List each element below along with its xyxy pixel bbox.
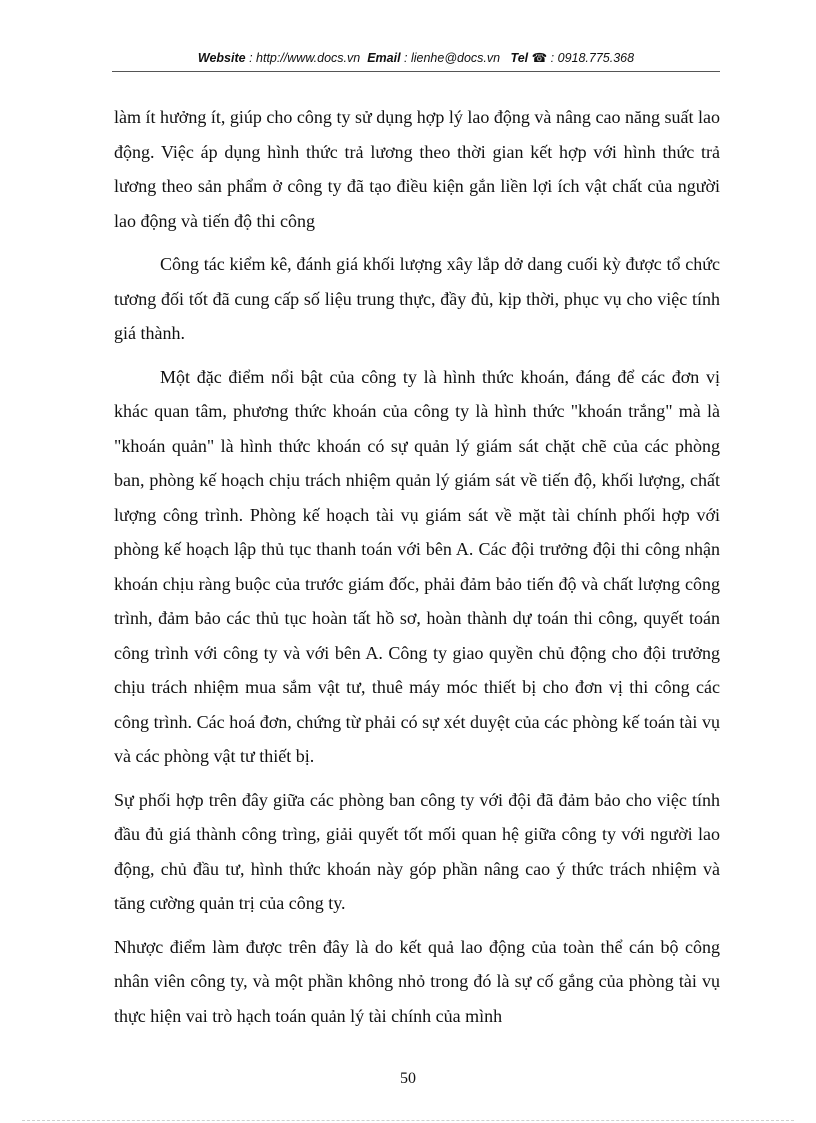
paragraph-4: Sự phối hợp trên đây giữa các phòng ban công ty với đội đã đảm bảo cho việc tính đầu đủ giá thành công trìng, giải quyết tốt mối quan hệ giữa công ty với người lao động, chủ đầu tư, hình thức khoán này góp phần nâng cao ý thức trách nhiệm và tăng cường quản trị của công ty. xyxy=(114,789,720,913)
paragraph-5: Nhược điểm làm được trên đây là do kết quả lao động của toàn thể cán bộ công nhân viên công ty, và một phần không nhỏ trong đó là sự cố gắng của phòng tài vụ thực hiện vai trò hạch toán quản lý tài chính của mình xyxy=(114,936,720,1026)
document-body xyxy=(114,100,720,1033)
website-url[interactable]: http://www.docs.vn xyxy=(256,51,361,65)
tel-number: 0918.775.368 xyxy=(557,51,635,65)
tel-label: Tel xyxy=(510,51,529,65)
email-address[interactable]: lienhe@docs.vn xyxy=(410,51,501,65)
email-label: Email xyxy=(367,51,401,65)
website-label: Website xyxy=(197,51,246,65)
page-header xyxy=(112,50,720,65)
paragraph-3: Một đặc điểm nổi bật của công ty là hình thức khoán, đáng để các đơn vị khác quan tâm, phương thức khoán của công ty là hình thức "khoán trắng" mà là "khoán quản" là hình thức khoán có sự quản lý giám sát chặt chẽ của các phòng ban, phòng kế hoạch chịu trách nhiệm quản lý giám sát về tiến độ, khối lượng, chất lượng công trình. Phòng kế hoạch tài vụ giám sát về mặt tài chính phối hợp với phòng kế hoạch lập thủ tục thanh toán với bên A. Các đội trưởng đội thi công nhận khoán chịu ràng buộc của trước giám đốc, phải đảm bảo tiến độ và chất lượng công trình, đảm bảo các thủ tục hoàn tất hồ sơ, hoàn thành dự toán thi công, quyết toán công trình với công ty và với bên A. Công ty giao quyền chủ động cho đội trưởng chịu trách nhiệm mua sắm vật tư, thuê máy móc thiết bị cho đơn vị thi công các công trình. Các hoá đơn, chứng từ phải có sự xét duyệt của các phòng kế toán tài vụ và các phòng vật tư thiết bị. xyxy=(114,366,720,766)
phone-icon: ☎ xyxy=(531,51,548,65)
website-separator: : xyxy=(245,51,257,65)
footer-divider xyxy=(22,1120,794,1121)
page-number: 50 xyxy=(400,1070,416,1087)
email-separator: : xyxy=(400,51,411,65)
paragraph-1: làm ít hưởng ít, giúp cho công ty sử dụng hợp lý lao động và nâng cao năng suất lao động. Việc áp dụng hình thức trả lương theo thời gian kết hợp với hình thức trả lương theo sản phẩm ở công ty đã tạo điều kiện gắn liền lợi ích vật chất của người lao động và tiến độ thi công xyxy=(114,107,720,231)
tel-separator: : xyxy=(547,51,558,65)
header-divider xyxy=(112,71,720,72)
paragraph-2: Công tác kiểm kê, đánh giá khối lượng xây lắp dở dang cuối kỳ được tổ chức tương đối tốt đã cung cấp số liệu trung thực, đầy đủ, kịp thời, phục vụ cho việc tính giá thành. xyxy=(114,254,720,343)
